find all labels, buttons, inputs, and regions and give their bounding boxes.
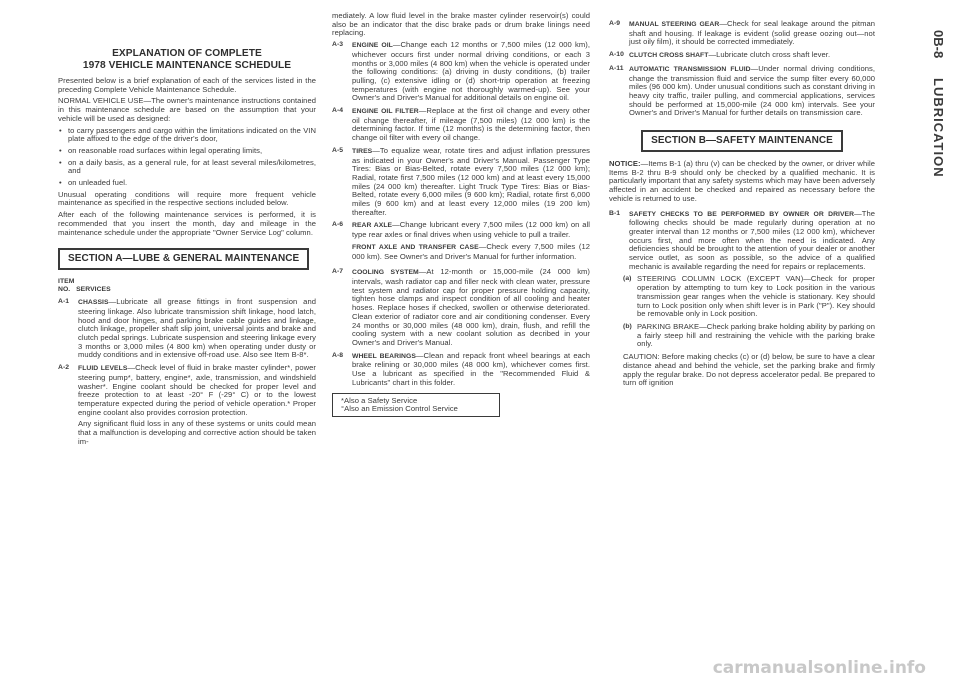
notice-label: NOTICE: (609, 159, 641, 169)
subitem-label: STEERING COLUMN LOCK (EXCEPT VAN) (637, 274, 804, 284)
item-b1-a (623, 275, 875, 319)
item-label: REAR AXLE (352, 222, 393, 230)
service-log-paragraph: After each of the following maintenance services is performed, it is recommended that you insert the month, day and mileage in the maintenance schedule under the appropriate "Owner Service Log" column. (58, 210, 316, 237)
item-label: AUTOMATIC TRANSMISSION FLUID (629, 65, 751, 73)
item-number: A-4 (332, 107, 344, 115)
item-b1-b (623, 323, 875, 349)
footnote-safety: *Also a Safety Service (341, 396, 418, 406)
item-text: —Change each 12 months or 7,500 miles (12 000 km), whichever occurs first under normal driving conditions, or each 3 months or 3,000 miles (4 800 km) when the vehicle is operated under the following conditions: (a) driving in dusty conditions, (b) trailer pulling, (c) extensive idling or (d) short-trip operation at freezing temperatures (with engine not thoroughly warmed-up). See your Owner's and Driver's Manual for additional details on engine oil. (352, 40, 590, 103)
section-title: LUBRICATION (931, 78, 946, 178)
column-2 (332, 12, 590, 417)
notice-text: —Items B-1 (a) thru (v) can be checked by the owner, or driver while Items B-2 thru B-9 should only be checked by a qualified mechanic. It is particularly important that any safety systems which may have been adversely affected in an accident be checked and repaired as necessary before the vehicle is returned to use. (609, 159, 875, 203)
item-label: FLUID LEVELS (78, 365, 128, 373)
page-title-line-2: 1978 VEHICLE MAINTENANCE SCHEDULE (82, 60, 292, 71)
footnote-emission: °Also an Emission Control Service (341, 404, 458, 414)
item-number: A-6 (332, 221, 344, 229)
bullet-item: • on reasonable road surfaces within legal operating limits, (68, 147, 316, 156)
subitem-text: —Check for proper operation by attempting to turn key to Lock position in the various transmission gear ranges when the vehicle is stationary. Key should turn to Lock position only when shift lever is in Park ("P"). Key should be removable only in Lock position. (637, 274, 875, 319)
item-a8 (332, 352, 590, 388)
item-text: —Check for seal leakage around the pitman shaft and housing. If leakage is evident (solid grease oozing out—not just oily film), it should be corrected immediately. (629, 19, 875, 47)
item-text: —Under normal driving conditions, change the transmission fluid and service the sump filter every 60,000 miles (96 000 km). Under unusual conditions such as constant driving in heavy city traffic, trailer pulling, and commercial applications, services should be performed at 15,000-mile (24 000 km) intervals. See your Owner's and Driver's Manual for further details on transmission care. (629, 63, 875, 118)
item-text: —To equalize wear, rotate tires and adjust inflation pressures as indicated in your Owner's and Driver's Manual. Passenger Type Tires: Bias or Bias-Belted, rotate every 7,500 miles (12 000 km); Radial, rotate first 7,500 miles (12 000 km) and at least every 15,000 miles (24 000 km) thereafter. Light Truck Type Tires: Bias or Bias-Belted, rotate every 6,000 miles (9 600 km); Radial, rotate first 6,000 miles (9 600 km) and at least every 12,000 miles (19 200 km) thereafter. (352, 145, 590, 217)
continued-paragraph: mediately. A low fluid level in the brake master cylinder reservoir(s) could also be an indicator that the disc brake pads or drum brake linings need replacing. (332, 11, 590, 38)
unusual-conditions-paragraph: Unusual operating conditions will require more frequent vehicle maintenance as specified in the respective sections included below. (58, 189, 316, 208)
bullet-item: • on a daily basis, as a general rule, for at least several miles/kilometres, and (68, 159, 316, 176)
intro-paragraph: Presented below is a brief explanation of each of the services listed in the preceding Complete Vehicle Maintenance Schedule. (58, 76, 316, 94)
side-label (924, 16, 954, 178)
item-number: A-3 (332, 41, 344, 49)
item-b1 (609, 210, 875, 272)
item-text: —The following checks should be made regularly during operation at no greater interval than 12 months or 7,500 miles (12 000 km), whichever occurs first, and more often when the need is indicated. Any deficiencies should be brought to the attention of your dealer or another service outlet, as soon as possible, so the advice of a qualified mechanic is available regarding the need for repairs or replacements. (629, 208, 875, 271)
item-a2 (58, 364, 316, 449)
header-no: NO. (58, 286, 71, 294)
items-header (58, 278, 316, 294)
item-text: —Check level of fluid in brake master cylinder*, power steering pump*, battery, engine*, axle, transmission, and windshield washer*. Engine coolant should be checked for proper level and freeze protection to at least -20° F (-29° C) or to the lowest temperature expected during the period of vehicle operation.* Proper engine coolant also provides corrosion protection. (78, 363, 317, 417)
item-number: A-7 (332, 268, 344, 276)
subitem-label: PARKING BRAKE (637, 321, 700, 331)
item-label: CHASSIS (78, 299, 109, 307)
item-sublabel: FRONT AXLE AND TRANSFER CASE (352, 243, 479, 251)
item-text: —Lubricate clutch cross shaft lever. (708, 50, 831, 60)
item-label: TIRES (352, 147, 373, 155)
item-label: ENGINE OIL (352, 42, 393, 50)
item-label: ENGINE OIL FILTER (352, 108, 419, 116)
item-number: A-10 (609, 51, 624, 59)
item-number: A-11 (609, 64, 624, 72)
item-text: —At 12-month or 15,000-mile (24 000 km) intervals, wash radiator cap and filler neck with clean water, pressure test system and radiator cap for proper pressure holding capacity, tighten hose clamps and inspect condition of all cooling and heater hoses. Replace hoses if checked, swollen or otherwise deteriorated. Clean exterior of radiator core and air conditioning condenser. Every 24 months or 30,000 miles (48 000 km), drain, flush, and refill the cooling system with a new coolant solution as decribed in your Owner's and Driver's Manual. (352, 267, 590, 347)
normal-use-paragraph: NORMAL VEHICLE USE—The owner's maintenance instructions contained in this maintenance schedule are based on the assumption that your vehicle will be used as designed: (58, 96, 316, 123)
subitem-text: —Check parking brake holding ability by parking on a fairly steep hill and restraining the vehicle with the parking brake only. (637, 321, 875, 349)
notice-paragraph (609, 160, 875, 204)
column-1 (58, 48, 316, 454)
item-label: CLUTCH CROSS SHAFT (629, 52, 709, 60)
item-number: A-2 (58, 364, 70, 372)
item-a11 (609, 65, 875, 118)
section-a-heading: SECTION A—LUBE & GENERAL MAINTENANCE (58, 248, 309, 270)
item-label: COOLING SYSTEM (352, 269, 419, 277)
subitem-letter: (a) (623, 275, 632, 283)
item-label: MANUAL STEERING GEAR (629, 21, 720, 28)
item-a7 (332, 268, 590, 347)
header-item: ITEM (58, 278, 75, 286)
footnote-box (332, 393, 500, 417)
item-a10 (609, 51, 875, 61)
item-text: —Change lubricant every 7,500 miles (12 000 km) on all type rear axles or final drives when using vehicle to pull a trailer. (352, 220, 590, 240)
page-title-line-1: EXPLANATION OF COMPLETE (112, 48, 262, 59)
item-a3 (332, 41, 590, 103)
item-a6 (332, 221, 590, 264)
bullet-item: • on unleaded fuel. (68, 179, 316, 188)
item-a1 (58, 298, 316, 360)
item-number: B-1 (609, 209, 621, 217)
subitem-letter: (b) (623, 322, 632, 330)
column-3 (609, 20, 875, 391)
usage-bullets (58, 127, 316, 188)
item-a5 (332, 147, 590, 218)
item-text: —Replace at the first oil change and every other oil change thereafter, if mileage (7,500 miles) (12 000 km) is the determining factor. If time (12 months) is the determining factor, then change oil filter with every oil change. (352, 106, 591, 143)
header-services: SERVICES (76, 286, 111, 294)
watermark: carmanualsonline.info (712, 658, 926, 678)
bullet-item: • to carry passengers and cargo within the limitations indicated on the VIN plate affixed to the edge of the driver's door, (68, 127, 316, 144)
item-number: A-9 (609, 20, 621, 27)
caution-paragraph: CAUTION: Before making checks (c) or (d) below, be sure to have a clear distance ahead and behind the vehicle, set the parking brake and firmly apply the regular brake. Do not depress accelerator pedal. Be prepared to turn off ignition (623, 352, 875, 388)
item-a4 (332, 107, 590, 143)
item-label: SAFETY CHECKS TO BE PERFORMED BY OWNER OR DRIVER (629, 210, 855, 218)
item-number: A-8 (332, 351, 344, 359)
item-subtext: —Check every 7,500 miles (12 000 km). See Owner's and Driver's Manual for further information. (352, 241, 590, 261)
section-b-heading: SECTION B—SAFETY MAINTENANCE (641, 130, 843, 152)
item-label: WHEEL BEARINGS (352, 352, 416, 360)
item-text: —Lubricate all grease fittings in front suspension and steering linkage. Also lubricate transmission shift linkage, hood latch, hood and door hinges, and parking brake cable guides and linkage, clutch linkage, propeller shaft slip joint, universal joints and brake and clutch pedal springs. Lubricate suspension and steering linkage every 3 months or 3,000 miles (4 800 km) when operating under dusty or muddy conditions and in extensive off-road use. Also see Item B-8*. (78, 297, 316, 360)
item-number: A-5 (332, 146, 344, 154)
item-text: —Clean and repack front wheel bearings at each brake relining or 30,000 miles (48 000 km), whichever comes first. Use a lubricant as specified in the "Recommended Fluid & Lubricants" chart in this folder. (352, 350, 590, 387)
item-a9 (609, 20, 875, 47)
page-number: 0B-8 (931, 30, 946, 59)
item-text-continued: Any significant fluid loss in any of these systems or units could mean that a malfunction is developing and corrective action should be taken im- (78, 419, 316, 446)
item-number: A-1 (58, 298, 70, 306)
